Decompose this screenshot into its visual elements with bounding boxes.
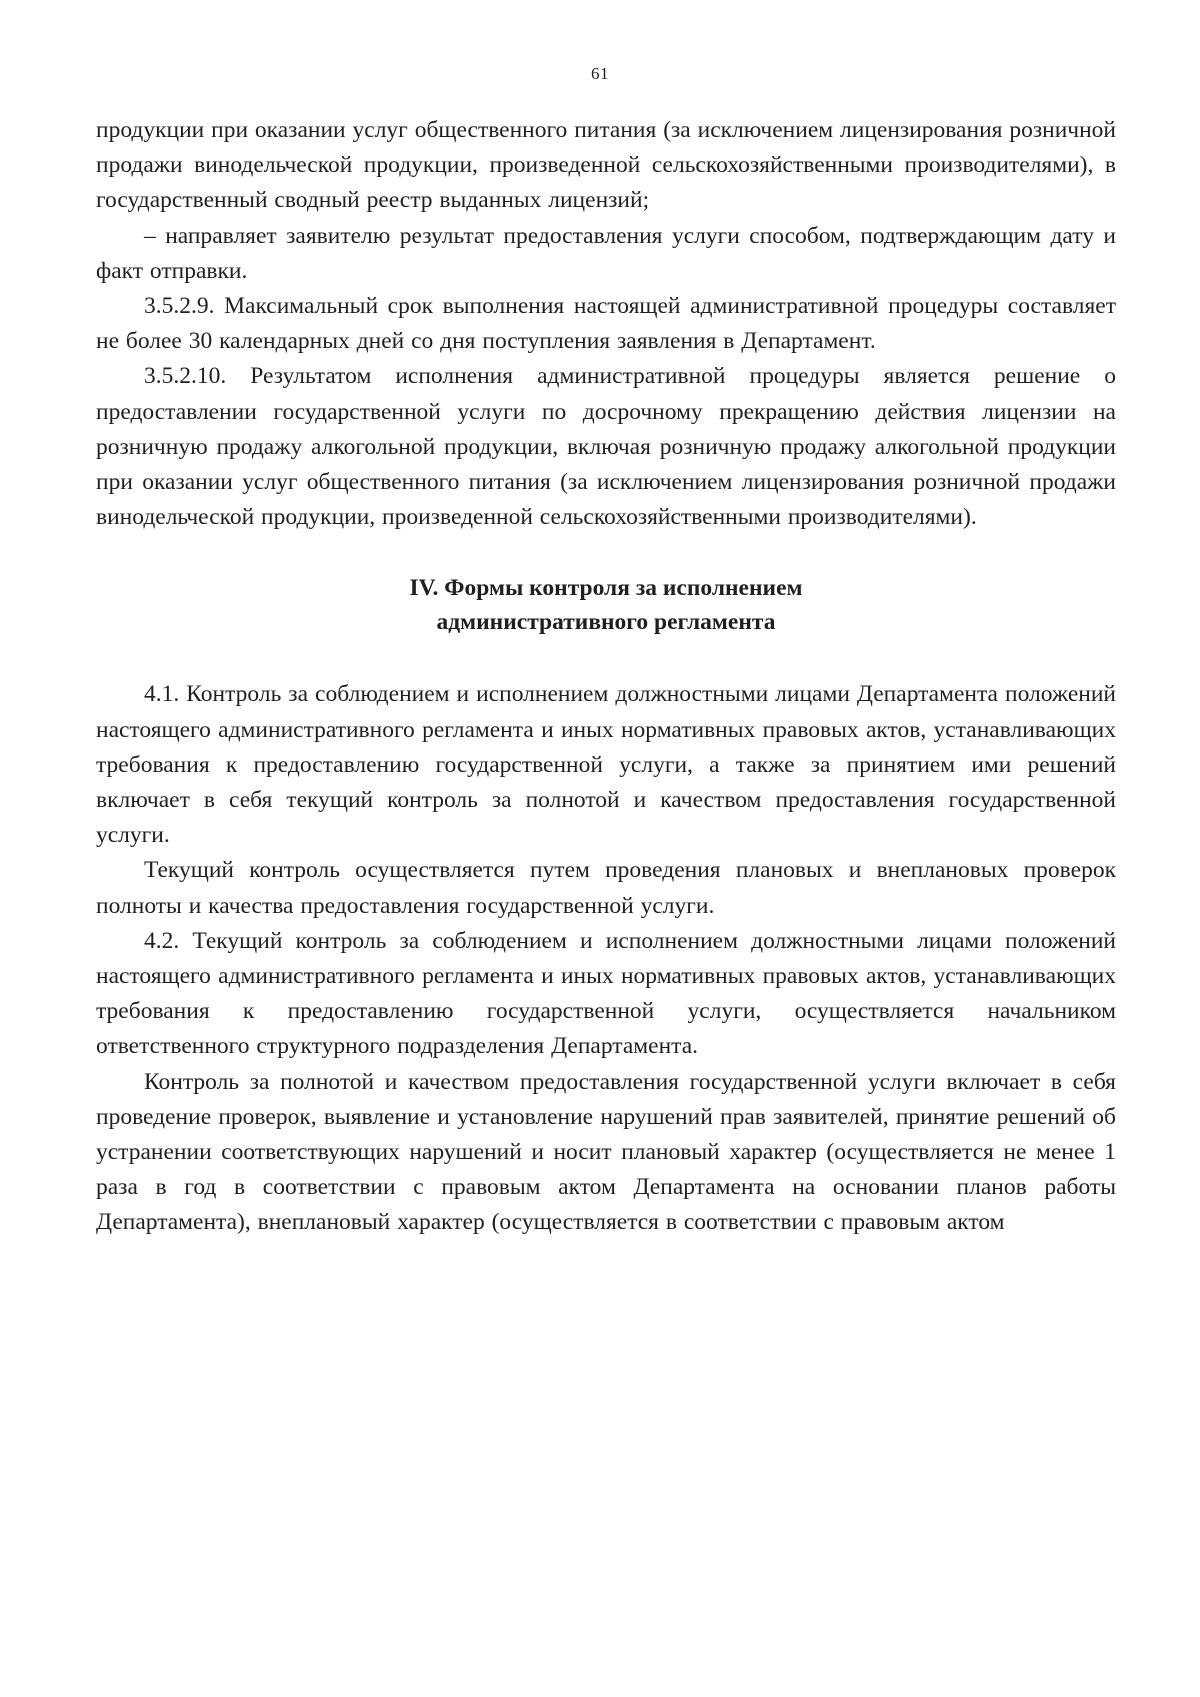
- paragraph-control-completeness: Контроль за полнотой и качеством предоставления государственной услуги включает в себя проведение проверок, выявление и установление нарушений прав заявителей, принятие решений об устранении соответствующих нарушений и носит плановый характер (осуществляется не менее 1 раза в год в соответствии с правовым актом Департамента на основании планов работы Департамента), внеплановый характер (осуществляется в соответствии с правовым актом: [96, 1068, 1116, 1236]
- paragraph-current-control: Текущий контроль осуществляется путем проведения плановых и внеплановых проверок полноты и качества предоставления государственной услуги.: [96, 857, 1116, 919]
- paragraph-list-item-send-result: – направляет заявителю результат предоставления услуги способом, подтверждающим дату и факт отправки.: [96, 222, 1116, 284]
- section-heading-line-1: IV. Формы контроля за исполнением: [409, 575, 803, 602]
- paragraph-4-2: 4.2. Текущий контроль за соблюдением и исполнением должностными лицами положений настоящего административного регламента и иных нормативных правовых актов, устанавливающих требования к предоставлению государственной услуги, осуществляется начальником ответственного структурного подразделения Департамента.: [96, 927, 1116, 1060]
- paragraph-4-1: 4.1. Контроль за соблюдением и исполнением должностными лицами Департамента положений настоящего административного регламента и иных нормативных правовых актов, устанавливающих требования к предоставлению государственной услуги, а также за принятием ими решений включает в себя текущий контроль за полнотой и качеством предоставления государственной услуги.: [96, 681, 1116, 849]
- paragraph-3-5-2-9: 3.5.2.9. Максимальный срок выполнения настоящей административной процедуры составляет не более 30 календарных дней со дня поступления заявления в Департамент.: [96, 293, 1116, 355]
- paragraph-continued: продукции при оказании услуг общественного питания (за исключением лицензирования розничной продажи винодельческой продукции, произведенной сельскохозяйственными производителями), в государственный сводный реестр выданных лицензий;: [96, 117, 1116, 214]
- section-heading-line-2: административного регламента: [436, 609, 776, 636]
- spacer: [96, 535, 1116, 571]
- page-number: 61: [591, 64, 609, 83]
- paragraph-3-5-2-10: 3.5.2.10. Результатом исполнения административной процедуры является решение о предоставлении государственной услуги по досрочному прекращению действия лицензии на розничную продажу алкогольной продукции, включая розничную продажу алкогольной продукции при оказании услуг общественного питания (за исключением лицензирования розничной продажи винодельческой продукции, произведенной сельскохозяйственными производителями).: [96, 363, 1116, 531]
- spacer: [96, 639, 1116, 677]
- page-content: [96, 113, 1116, 1241]
